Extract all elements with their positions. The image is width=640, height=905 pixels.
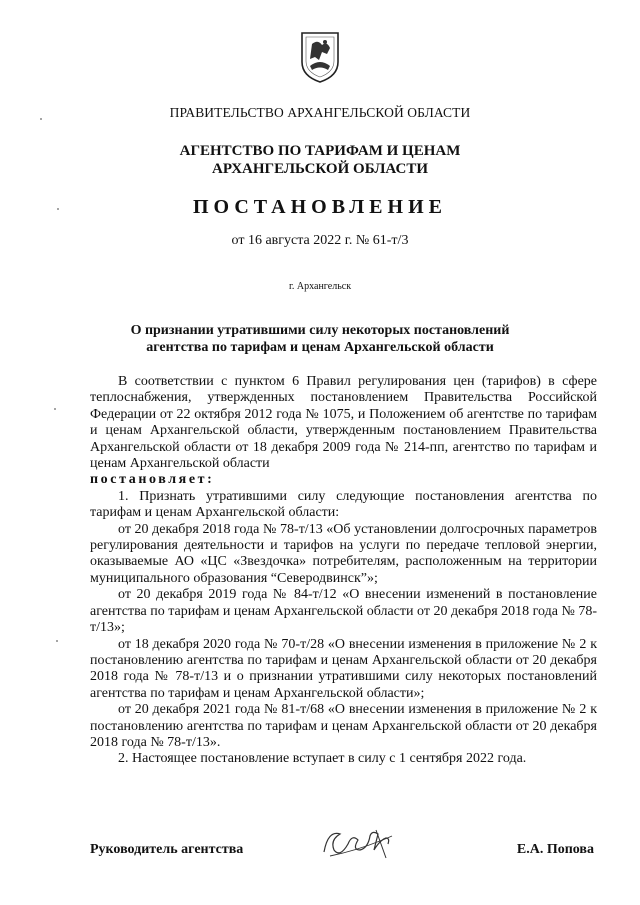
handwritten-signature — [316, 822, 406, 866]
resolves-line — [90, 472, 597, 488]
sub-item-3-paragraph: от 18 декабря 2020 года № 70-т/28 «О внесении изменения в приложение № 2 к постановлению агентства по тарифам и ценам Архангельской области от 20 декабря 2018 года № 78-т/13 и о признании утратившими силу некоторых постановлений агентства по тарифам и ценам Архангельской области»; — [90, 636, 597, 701]
scan-speck — [56, 640, 58, 642]
preamble-paragraph: В соответствии с пунктом 6 Правил регулирования цен (тарифов) в сфере теплоснабжения, утвержденных постановлением Правительства Российской Федерации от 22 октября 2012 года № 1075, и Положением об агентстве по тарифам и ценам Архангельской области, утвержденным постановлением Правительства Архангельской области от 18 декабря 2009 года № 214-пп, агентство по тарифам и ценам Архангельской области — [90, 374, 597, 472]
sub-item-1-paragraph: от 20 декабря 2018 года № 78-т/13 «Об установлении долгосрочных параметров регулирования деятельности и тарифов на услуги по передаче тепловой энергии, оказываемые АО «ЦС «Звездочка» потребителям, расположенным на территории муниципального образования “Северодвинск”»; — [90, 521, 597, 586]
agency-name-line2: АРХАНГЕЛЬСКОЙ ОБЛАСТИ — [212, 161, 428, 177]
document-subject — [0, 322, 640, 356]
coat-of-arms-emblem — [298, 30, 342, 84]
document-city: г. Архангельск — [288, 281, 352, 292]
agency-name-line1: АГЕНТСТВО ПО ТАРИФАМ И ЦЕНАМ — [179, 143, 461, 159]
subject-line2: агентства по тарифам и ценам Архангельской области — [146, 340, 494, 355]
document-body — [90, 374, 597, 768]
agency-name — [0, 142, 640, 178]
item-1-paragraph: 1. Признать утратившими силу следующие постановления агентства по тарифам и ценам Архангельской области: — [90, 488, 597, 521]
resolves-word: постановляет: — [90, 472, 215, 488]
government-header: ПРАВИТЕЛЬСТВО АРХАНГЕЛЬСКОЙ ОБЛАСТИ — [169, 105, 471, 120]
signatory-name: Е.А. Попова — [516, 842, 594, 857]
scan-speck — [57, 208, 59, 210]
signatory-position: Руководитель агентства — [90, 842, 244, 857]
item-2-paragraph: 2. Настоящее постановление вступает в силу с 1 сентября 2022 года. — [118, 751, 527, 767]
scan-speck — [54, 408, 56, 410]
sub-item-2-paragraph: от 20 декабря 2019 года № 84-т/12 «О внесении изменений в постановление агентства по тарифам и ценам Архангельской области от 20 декабря 2018 года № 78-т/13»; — [90, 587, 597, 636]
document-date-number: от 16 августа 2022 г. № 61-т/3 — [231, 233, 409, 248]
document-type: ПОСТАНОВЛЕНИЕ — [193, 196, 447, 218]
subject-line1: О признании утратившими силу некоторых постановлений — [130, 323, 510, 338]
scan-speck — [40, 118, 42, 120]
sub-item-4-paragraph: от 20 декабря 2021 года № 81-т/68 «О внесении изменения в приложение № 2 к постановлению агентства по тарифам и ценам Архангельской области от 20 декабря 2018 года № 78-т/13». — [90, 702, 597, 750]
